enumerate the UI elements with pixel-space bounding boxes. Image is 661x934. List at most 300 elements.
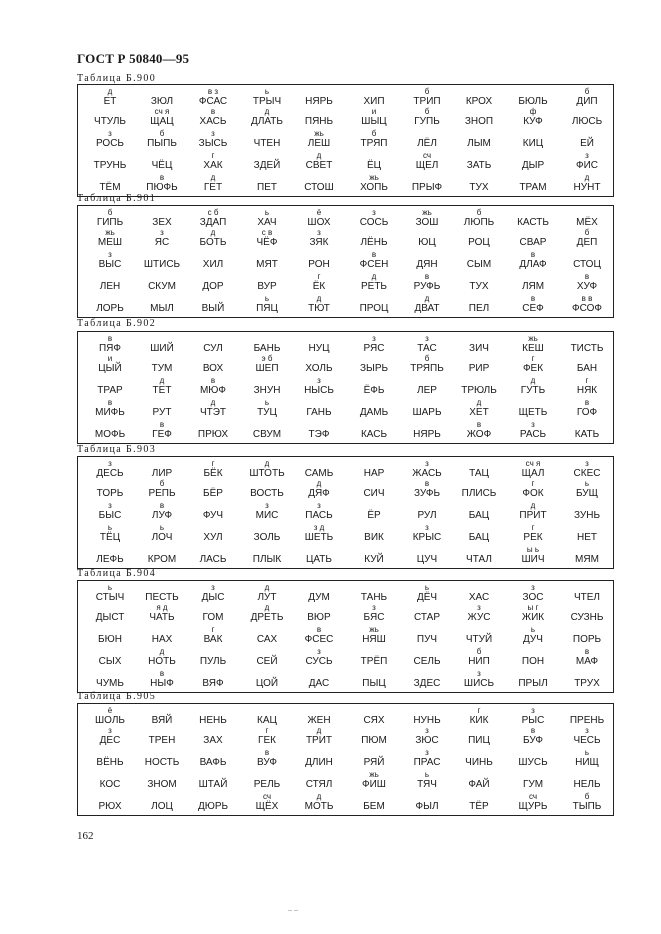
stress-variant: д	[264, 583, 270, 592]
syllable-word: СВУМ	[252, 429, 282, 440]
syllable-word: ПЕЛ	[468, 303, 490, 314]
stress-variant: з	[108, 501, 112, 510]
syllable-word: ШОХ	[307, 217, 331, 228]
stress-variant: з	[372, 334, 376, 343]
stress-variant: з	[585, 726, 589, 735]
syllable-word: МИФЬ	[95, 407, 125, 418]
stress-variant: сч	[262, 792, 272, 801]
syllable-word: ВЁНЬ	[96, 757, 124, 768]
syllable-word: ПРЫЛ	[518, 678, 548, 689]
syllable-word: ДЯН	[416, 259, 438, 270]
syllable-word: ЛУТ	[257, 592, 277, 603]
stress-variant: и	[107, 354, 113, 363]
stress-variant: з	[160, 228, 164, 237]
word-table	[77, 580, 614, 693]
stress-variant: б	[424, 107, 430, 116]
stress-variant: ь	[264, 398, 270, 407]
stress-variant: б	[476, 647, 482, 656]
stress-variant: в	[159, 669, 165, 678]
syllable-word: РЕТЬ	[360, 281, 387, 292]
syllable-word: БУЩ	[575, 488, 599, 499]
syllable-word: ЩАЦ	[150, 116, 174, 127]
syllable-word: РЯС	[363, 343, 385, 354]
syllable-word: ПЯФ	[98, 343, 121, 354]
syllable-word: ЛЕШ	[307, 138, 331, 149]
syllable-word: ЧИНЬ	[465, 757, 493, 768]
syllable-word: ДЛИН	[305, 757, 333, 768]
syllable-word: ВУР	[257, 281, 277, 292]
syllable-word: КУФ	[523, 116, 543, 127]
word-table	[77, 331, 614, 444]
stress-variant: ь	[530, 625, 536, 634]
stress-variant: з	[108, 459, 112, 468]
stress-variant: жь	[528, 334, 538, 343]
stress-variant: ь	[264, 208, 270, 217]
syllable-word: ЗЯК	[309, 237, 329, 248]
syllable-word: ХАК	[203, 160, 223, 171]
syllable-word: ПЛЫК	[252, 554, 282, 565]
syllable-word: ДЯФ	[308, 488, 330, 499]
stress-variant: з	[317, 501, 321, 510]
syllable-word: ЩЁХ	[255, 801, 279, 812]
stress-variant: з	[425, 334, 429, 343]
syllable-word: ЧТЕН	[253, 138, 281, 149]
syllable-word: ЩЕТЬ	[518, 407, 548, 418]
syllable-word: НЯРЬ	[413, 429, 441, 440]
stress-variant: ь	[107, 583, 113, 592]
syllable-word: ДАМЬ	[359, 407, 389, 418]
syllable-word: ФИС	[575, 160, 598, 171]
syllable-word: ЁК	[312, 281, 326, 292]
syllable-word: ТУХ	[469, 182, 489, 193]
syllable-word: МИС	[255, 510, 279, 521]
syllable-word: КИК	[469, 715, 489, 726]
syllable-word: ЗАХ	[203, 735, 223, 746]
syllable-word: ВАФЬ	[199, 757, 227, 768]
syllable-word: ЦОЙ	[255, 678, 279, 689]
stress-variant: з	[317, 647, 321, 656]
table-caption: Таблица Б.904	[77, 568, 157, 579]
syllable-word: ПЯЦ	[256, 303, 278, 314]
syllable-word: ПРАС	[413, 757, 441, 768]
stress-variant: в	[476, 420, 482, 429]
stress-variant: ы ь	[526, 545, 540, 554]
syllable-word: ТУХ	[469, 281, 489, 292]
syllable-word: ЧТУЛЬ	[94, 116, 126, 127]
syllable-word: МЯТ	[256, 259, 278, 270]
syllable-word: БАЦ	[468, 532, 490, 543]
syllable-word: ТРИТ	[305, 735, 333, 746]
syllable-word: ТЁМ	[99, 182, 121, 193]
stress-variant: г	[211, 625, 215, 634]
stress-variant: б	[424, 354, 430, 363]
syllable-word: НЕТ	[577, 532, 597, 543]
syllable-word: КАСЬ	[360, 429, 388, 440]
syllable-word: ЗИЧ	[469, 343, 489, 354]
syllable-word: РУФЬ	[413, 281, 441, 292]
stress-variant: ё	[107, 706, 113, 715]
stress-variant: г	[585, 376, 589, 385]
syllable-word: НУЦ	[308, 343, 330, 354]
stress-variant: з	[108, 250, 112, 259]
syllable-word: ВАК	[203, 634, 223, 645]
syllable-word: НЯШ	[362, 634, 386, 645]
syllable-word: ХАЧ	[257, 217, 277, 228]
syllable-word: ПЮМ	[361, 735, 387, 746]
syllable-word: ТРАМ	[519, 182, 547, 193]
syllable-word: ЧТАЛ	[466, 554, 492, 565]
syllable-word: НОСТЬ	[144, 757, 180, 768]
syllable-word: ХИП	[363, 96, 385, 107]
syllable-word: ШТАЙ	[198, 779, 228, 790]
stress-variant: ё	[316, 208, 322, 217]
syllable-word: ДУМ	[308, 592, 330, 603]
syllable-word: ГУТЬ	[520, 385, 546, 396]
syllable-word: ФСОФ	[572, 303, 602, 314]
syllable-word: КАТЬ	[574, 429, 600, 440]
syllable-word: ДЕСЬ	[96, 468, 124, 479]
syllable-word: ФСЕС	[304, 634, 334, 645]
stress-variant: г	[265, 726, 269, 735]
syllable-word: ХАС	[468, 592, 490, 603]
syllable-word: КИЦ	[522, 138, 544, 149]
stress-variant: д	[316, 294, 322, 303]
stress-variant: в	[424, 479, 430, 488]
syllable-word: РУТ	[152, 407, 172, 418]
syllable-word: ФУЧ	[202, 510, 224, 521]
syllable-word: ЧТЭТ	[199, 407, 227, 418]
syllable-word: СКЕС	[573, 468, 601, 479]
word-table	[77, 703, 614, 816]
syllable-word: ЗОЛЬ	[253, 532, 281, 543]
syllable-word: ЩУРЬ	[518, 801, 548, 812]
footer-mark: ––	[288, 905, 300, 914]
syllable-word: ЦУЧ	[416, 554, 438, 565]
syllable-word: ЗНОП	[464, 116, 494, 127]
syllable-word: РЕПЬ	[148, 488, 176, 499]
stress-variant: и	[371, 107, 377, 116]
syllable-word: ЧЁФ	[256, 237, 278, 248]
stress-variant: з	[372, 208, 376, 217]
stress-variant: б	[584, 87, 590, 96]
syllable-word: СВАР	[519, 237, 547, 248]
syllable-word: ЗЮЛ	[150, 96, 174, 107]
stress-variant: з	[317, 228, 321, 237]
stress-variant: б	[476, 208, 482, 217]
syllable-word: ЗЫРЬ	[359, 363, 389, 374]
syllable-word: ЗЕХ	[152, 217, 172, 228]
stress-variant: з	[585, 459, 589, 468]
syllable-word: ЗОС	[522, 592, 544, 603]
syllable-word: ЗДЕС	[413, 678, 441, 689]
syllable-word: ЛУФ	[151, 510, 173, 521]
syllable-word: ЗАТЬ	[466, 160, 492, 171]
stress-variant: ь	[107, 523, 113, 532]
syllable-word: МЕШ	[97, 237, 123, 248]
syllable-word: ФИШ	[362, 779, 386, 790]
syllable-word: ШЫЦ	[361, 116, 387, 127]
stress-variant: в	[316, 625, 322, 634]
syllable-word: РОЦ	[468, 237, 490, 248]
syllable-word: ЕТ	[103, 96, 117, 107]
syllable-word: ШИЧ	[521, 554, 545, 565]
syllable-word: ЛОЧ	[151, 532, 173, 543]
syllable-word: ДВАТ	[414, 303, 440, 314]
syllable-word: ТОРЬ	[96, 488, 124, 499]
syllable-word: МАФ	[575, 656, 599, 667]
syllable-word: ЖИК	[521, 612, 545, 623]
stress-variant: г	[317, 272, 321, 281]
syllable-word: ТРИП	[413, 96, 441, 107]
syllable-word: ТРУНЬ	[93, 160, 127, 171]
syllable-word: ЗНОМ	[147, 779, 177, 790]
syllable-word: КРОМ	[147, 554, 177, 565]
syllable-word: ЛЁЛ	[417, 138, 437, 149]
stress-variant: д	[316, 726, 322, 735]
stress-variant: ы г	[527, 603, 539, 612]
stress-variant: б	[107, 208, 113, 217]
syllable-word: СТЯЛ	[305, 779, 333, 790]
stress-variant: в	[530, 726, 536, 735]
stress-variant: б	[424, 87, 430, 96]
stress-variant: з	[108, 129, 112, 138]
syllable-word: СУЗНЬ	[570, 612, 604, 623]
syllable-word: ТЕТ	[152, 385, 172, 396]
syllable-word: ЁЦ	[366, 160, 382, 171]
stress-variant: б	[159, 129, 165, 138]
syllable-word: ЯС	[154, 237, 170, 248]
syllable-word: ДЕП	[576, 237, 598, 248]
syllable-word: ФЫЛ	[415, 801, 439, 812]
syllable-word: КОС	[99, 779, 121, 790]
word-table	[77, 456, 614, 569]
stress-variant: в	[371, 250, 377, 259]
stress-variant: д	[210, 173, 216, 182]
stress-variant: б	[584, 228, 590, 237]
syllable-word: ПЕТ	[257, 182, 277, 193]
syllable-word: ТАЦ	[469, 468, 489, 479]
syllable-word: ТАНЬ	[360, 592, 388, 603]
stress-variant: з	[108, 726, 112, 735]
syllable-word: СТАР	[413, 612, 440, 623]
syllable-word: ТЫПЬ	[572, 801, 602, 812]
stress-variant: в з	[207, 87, 219, 96]
syllable-word: ВИК	[364, 532, 384, 543]
stress-variant: в	[530, 250, 536, 259]
stress-variant: ь	[159, 523, 165, 532]
syllable-word: ПУЛЬ	[199, 656, 227, 667]
syllable-word: СТОШ	[304, 182, 334, 193]
stress-variant: жь	[369, 625, 379, 634]
stress-variant: в	[159, 420, 165, 429]
syllable-word: ЖЕН	[307, 715, 331, 726]
syllable-word: ДИП	[576, 96, 598, 107]
syllable-word: СЫХ	[98, 656, 122, 667]
syllable-word: ВОСТЬ	[250, 488, 284, 499]
syllable-word: ТЁР	[469, 801, 489, 812]
syllable-word: ТРЁП	[360, 656, 388, 667]
stress-variant: з	[531, 583, 535, 592]
syllable-word: НЯК	[576, 385, 598, 396]
stress-variant: сч я	[154, 107, 170, 116]
syllable-word: СТЫЧ	[95, 592, 125, 603]
stress-variant: з	[317, 376, 321, 385]
syllable-word: БЮН	[98, 634, 122, 645]
syllable-word: КАЦ	[257, 715, 277, 726]
syllable-word: ЗДЕЙ	[253, 160, 281, 171]
syllable-word: ЖАСЬ	[412, 468, 442, 479]
syllable-word: ШЕП	[255, 363, 279, 374]
stress-variant: в в	[581, 294, 593, 303]
stress-variant: сч я	[525, 459, 541, 468]
stress-variant: з	[425, 726, 429, 735]
syllable-word: ПЛИСЬ	[461, 488, 497, 499]
stress-variant: ь	[424, 583, 430, 592]
stress-variant: з	[425, 459, 429, 468]
stress-variant: в	[159, 501, 165, 510]
syllable-word: ЁР	[367, 510, 381, 521]
syllable-word: СУСЬ	[305, 656, 333, 667]
syllable-word: ГЕТ	[203, 182, 223, 193]
syllable-word: ДУЧ	[523, 634, 543, 645]
stress-variant: д	[476, 398, 482, 407]
syllable-word: НЫФ	[150, 678, 174, 689]
syllable-word: ПОН	[521, 656, 545, 667]
syllable-word: ФАЙ	[468, 779, 490, 790]
syllable-word: ПРОЦ	[359, 303, 389, 314]
stress-variant: з	[211, 129, 215, 138]
stress-variant: г	[531, 479, 535, 488]
stress-variant: в	[584, 647, 590, 656]
stress-variant: в	[159, 173, 165, 182]
stress-variant: г	[477, 706, 481, 715]
syllable-word: ГЕФ	[152, 429, 172, 440]
syllable-word: ВЫЙ	[201, 303, 225, 314]
syllable-word: НУНТ	[573, 182, 601, 193]
stress-variant: жь	[369, 770, 379, 779]
syllable-word: ХЕТ	[469, 407, 489, 418]
word-table	[77, 205, 614, 318]
stress-variant: з	[531, 420, 535, 429]
syllable-word: ПРЮХ	[197, 429, 229, 440]
syllable-word: ГОМ	[202, 612, 224, 623]
syllable-word: МЁХ	[576, 217, 598, 228]
syllable-word: ЕЙ	[580, 138, 594, 149]
syllable-word: ТЯЧ	[417, 779, 437, 790]
stress-variant: з	[425, 748, 429, 757]
syllable-word: РЯЙ	[363, 757, 385, 768]
syllable-word: ТРЮЛЬ	[461, 385, 497, 396]
syllable-word: ЖОФ	[466, 429, 492, 440]
syllable-word: ЛЯМ	[521, 281, 545, 292]
syllable-word: ЦАТЬ	[306, 554, 332, 565]
stress-variant: г	[211, 151, 215, 160]
syllable-word: ДЛАФ	[519, 259, 547, 270]
syllable-word: СЫМ	[466, 259, 492, 270]
syllable-word: ТРЯП	[360, 138, 388, 149]
syllable-word: НИП	[468, 656, 490, 667]
syllable-word: КЕШ	[522, 343, 544, 354]
syllable-word: БАНЬ	[253, 343, 281, 354]
syllable-word: РИР	[468, 363, 490, 374]
syllable-word: ТРАР	[97, 385, 123, 396]
syllable-word: БЯС	[363, 612, 385, 623]
syllable-word: ГЕК	[258, 735, 276, 746]
syllable-word: ЛИР	[151, 468, 173, 479]
syllable-word: ФОК	[522, 488, 544, 499]
syllable-word: ТРУХ	[574, 678, 600, 689]
syllable-word: ВЫС	[98, 259, 122, 270]
syllable-word: МОФЬ	[94, 429, 126, 440]
syllable-word: БЮЛЬ	[518, 96, 548, 107]
syllable-word: СИЧ	[363, 488, 385, 499]
syllable-word: РУЛ	[417, 510, 437, 521]
stress-variant: з	[211, 583, 215, 592]
stress-variant: г	[531, 354, 535, 363]
stress-variant: б	[371, 129, 377, 138]
syllable-word: ЛОЦ	[151, 801, 173, 812]
syllable-word: РЮХ	[98, 801, 122, 812]
syllable-word: ХАСЬ	[199, 116, 227, 127]
syllable-word: СКУМ	[148, 281, 176, 292]
syllable-word: ШЕТЬ	[304, 532, 334, 543]
stress-variant: в	[530, 294, 536, 303]
syllable-word: ТРЕН	[148, 735, 176, 746]
stress-variant: д	[264, 603, 270, 612]
stress-variant: д	[424, 294, 430, 303]
syllable-word: НОТЬ	[148, 656, 176, 667]
stress-variant: з	[531, 706, 535, 715]
stress-variant: жь	[422, 208, 432, 217]
stress-variant: д	[210, 398, 216, 407]
syllable-word: ГУМ	[522, 779, 544, 790]
stress-variant: в	[210, 107, 216, 116]
stress-variant: э б	[261, 354, 273, 363]
syllable-word: МОТЬ	[304, 801, 334, 812]
stress-variant: сч	[422, 151, 432, 160]
syllable-word: ЗЮС	[415, 735, 439, 746]
stress-variant: в	[584, 272, 590, 281]
stress-variant: г	[211, 459, 215, 468]
syllable-word: ДЫС	[201, 592, 225, 603]
syllable-word: РОСЬ	[95, 138, 124, 149]
syllable-word: БАЦ	[468, 510, 490, 521]
syllable-word: БЫС	[98, 510, 122, 521]
stress-variant: в	[584, 398, 590, 407]
syllable-word: ЖУС	[467, 612, 491, 623]
syllable-word: ЗНУН	[253, 385, 281, 396]
syllable-word: ШТОТЬ	[249, 468, 285, 479]
syllable-word: ЛЫМ	[467, 138, 491, 149]
syllable-word: ЛЕФЬ	[96, 554, 124, 565]
stress-variant: с б	[207, 208, 219, 217]
stress-variant: в	[107, 398, 113, 407]
syllable-word: ТЁЦ	[99, 532, 121, 543]
syllable-word: ХОЛЬ	[305, 363, 333, 374]
syllable-word: ВЯЙ	[151, 715, 173, 726]
syllable-word: НИЩ	[575, 757, 599, 768]
syllable-word: ЛОРЬ	[96, 303, 124, 314]
stress-variant: д	[530, 501, 536, 510]
syllable-word: ЛЕН	[99, 281, 121, 292]
syllable-word: ВЯФ	[202, 678, 224, 689]
syllable-word: ТРЯПЬ	[410, 363, 444, 374]
table-caption: Таблица Б.902	[77, 318, 157, 329]
stress-variant: з	[372, 603, 376, 612]
stress-variant: з д	[313, 523, 325, 532]
syllable-word: МЮФ	[199, 385, 227, 396]
syllable-word: ПЫПЬ	[147, 138, 177, 149]
